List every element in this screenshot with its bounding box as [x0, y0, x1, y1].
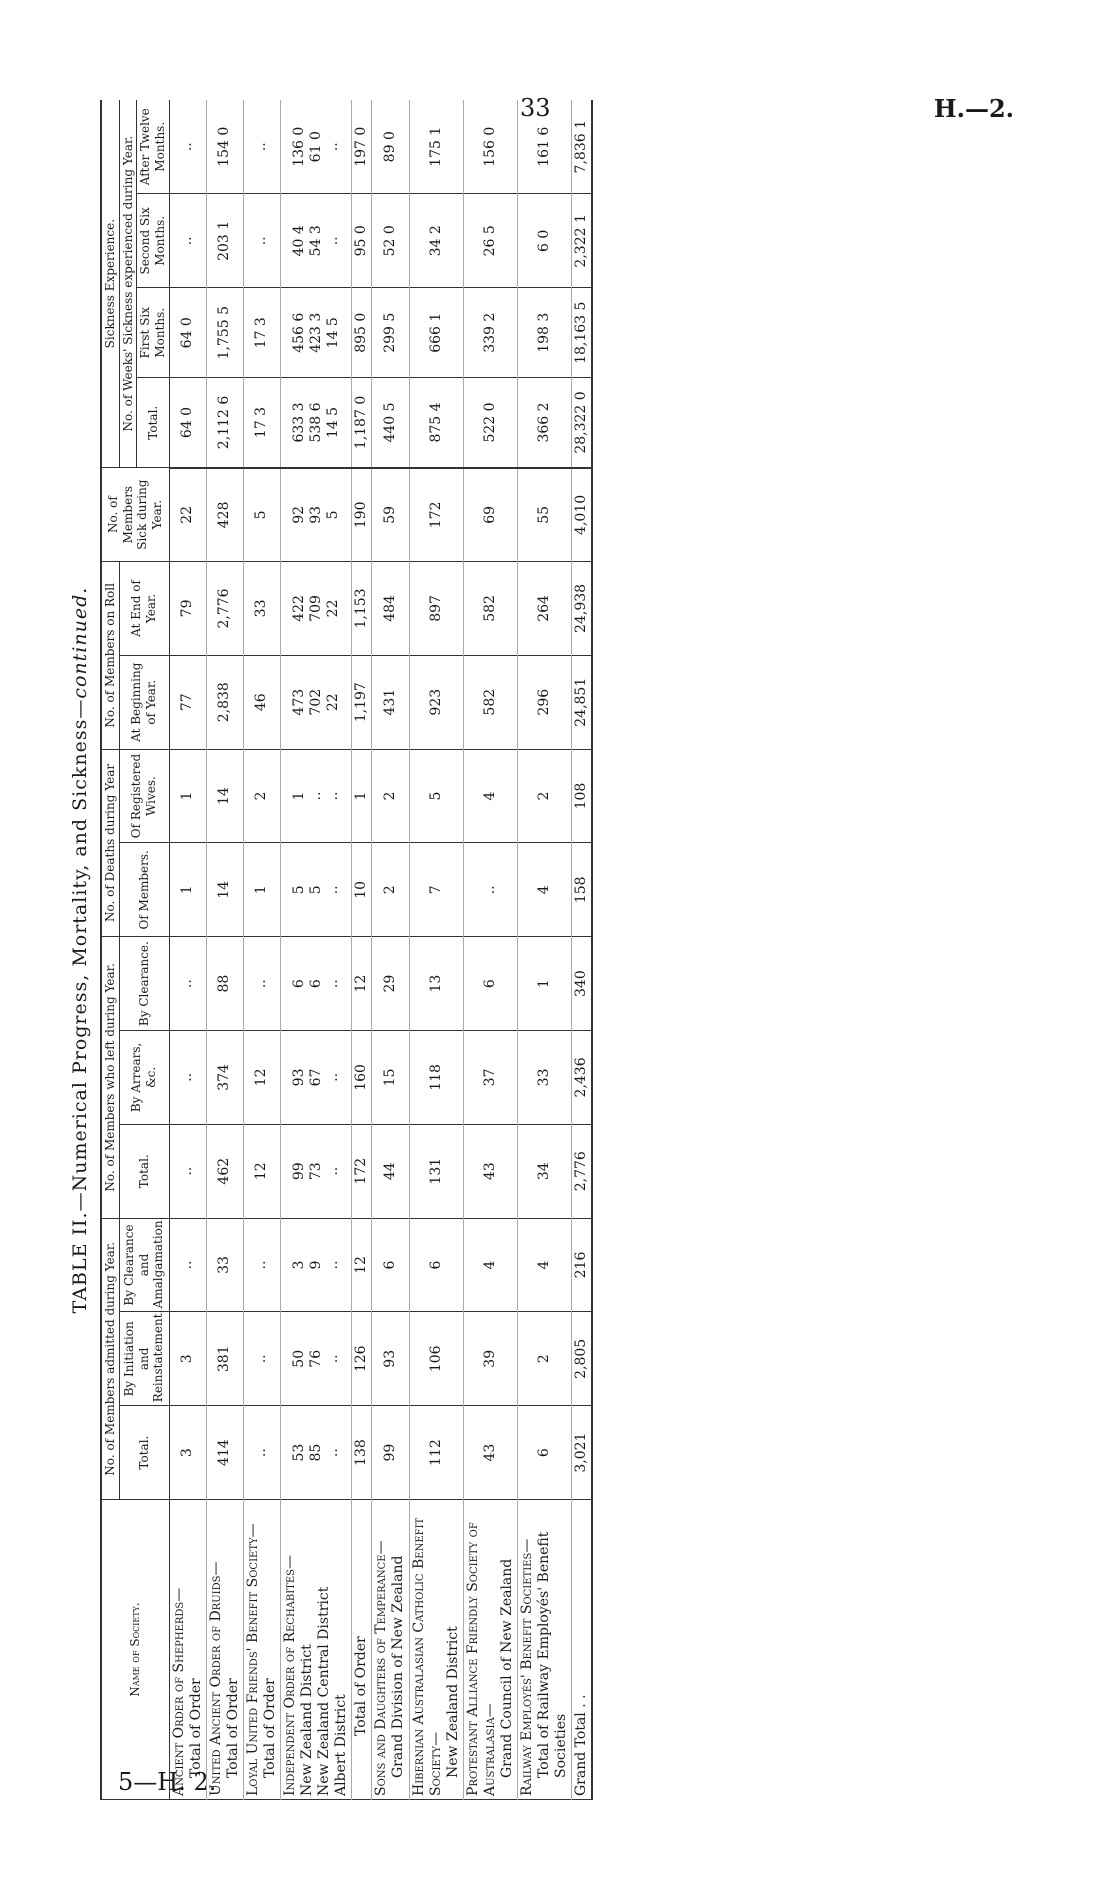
table-row — [280, 100, 351, 1800]
table-cell: 1 — [243, 843, 280, 937]
header-row-1 — [101, 100, 119, 1800]
table-cell: 131 — [409, 1124, 463, 1218]
table-cell: 1 — [169, 843, 206, 937]
table-cell: 18,163 5 — [572, 288, 593, 378]
table-cell: 99 — [372, 1406, 409, 1500]
table-cell: 2 — [372, 749, 409, 843]
society-branch: New Zealand Central District — [316, 1586, 333, 1796]
table-cell — [280, 1218, 351, 1312]
table-cell: 4 — [463, 1218, 517, 1312]
group-deaths: No. of Deaths during Year — [101, 749, 119, 937]
table-cell: 160 — [352, 1031, 372, 1125]
col-roll-begin: At Beginning of Year. — [119, 655, 169, 749]
table-cell: .. — [169, 194, 206, 288]
table-cell: 264 — [517, 562, 571, 656]
society-group: Independent Order of Rechabites— — [281, 1554, 298, 1796]
table-cell: 431 — [372, 655, 409, 749]
table-cell: 923 — [409, 655, 463, 749]
table-cell: .. — [243, 1406, 280, 1500]
table-cell: 37 — [463, 1031, 517, 1125]
col-wk-first: First Six Months. — [137, 288, 169, 378]
cell-line: 422 — [290, 595, 307, 622]
cell-line: 702 — [307, 688, 324, 716]
table-cell — [280, 194, 351, 288]
table-cell: 24,938 — [572, 562, 593, 656]
table-cell: .. — [243, 937, 280, 1031]
cell-line: 67 — [307, 1068, 324, 1087]
table-cell: 156 0 — [463, 100, 517, 194]
col-left-clear: By Clearance. — [119, 937, 169, 1031]
table-cell: 3,021 — [572, 1406, 593, 1500]
table-cell: 190 — [352, 468, 372, 562]
society-name — [169, 1500, 206, 1800]
table-cell: 2,436 — [572, 1031, 593, 1125]
table-cell: 2,805 — [572, 1312, 593, 1406]
table-cell: 522 0 — [463, 378, 517, 468]
table-cell: .. — [463, 843, 517, 937]
cell-line: .. — [324, 142, 341, 152]
cell-line: 136 0 — [290, 126, 307, 167]
table-cell: 4 — [517, 843, 571, 937]
society-subtotal: Total of Railway Employés' Benefit Societies — [536, 1531, 570, 1778]
table-cell: 414 — [206, 1406, 243, 1500]
table-cell — [280, 1031, 351, 1125]
table-row — [243, 100, 280, 1800]
table-cell: 582 — [463, 562, 517, 656]
cell-line: .. — [324, 1354, 341, 1364]
col-name: Name of Society. — [101, 1500, 169, 1800]
table-cell: .. — [169, 1218, 206, 1312]
table-cell: 1 — [169, 749, 206, 843]
table-cell: 106 — [409, 1312, 463, 1406]
table-cell: 55 — [517, 468, 571, 562]
table-cell: 126 — [352, 1312, 372, 1406]
table-cell: 2 — [517, 1312, 571, 1406]
society-subtotal: Grand Council of New Zealand — [498, 1558, 515, 1778]
table-cell: 12 — [243, 1124, 280, 1218]
society-subtotal: New Zealand District — [444, 1626, 461, 1778]
cell-line: 5 — [290, 885, 307, 895]
cell-line: 633 3 — [290, 402, 307, 443]
table-cell: 1,197 — [352, 655, 372, 749]
society-name — [517, 1500, 571, 1800]
table-cell: 34 — [517, 1124, 571, 1218]
table-row — [463, 100, 517, 1800]
table-cell: 6 — [372, 1218, 409, 1312]
society-subtotal: Total of Order — [224, 1678, 241, 1778]
table-cell: 2 — [243, 749, 280, 843]
table-cell: 875 4 — [409, 378, 463, 468]
table-cell: 1 — [352, 749, 372, 843]
table-cell: 88 — [206, 937, 243, 1031]
cell-line: .. — [324, 885, 341, 895]
table-cell: 43 — [463, 1406, 517, 1500]
table-cell — [280, 100, 351, 194]
table-cell: 6 — [409, 1218, 463, 1312]
table-cell: 216 — [572, 1218, 593, 1312]
table-cell: 1,755 5 — [206, 288, 243, 378]
cell-line: .. — [324, 1448, 341, 1458]
table-cell: 14 — [206, 749, 243, 843]
table-row — [372, 100, 409, 1800]
cell-line: 6 — [307, 979, 324, 989]
society-name — [352, 1500, 372, 1800]
table-cell: 44 — [372, 1124, 409, 1218]
cell-line: .. — [324, 1260, 341, 1270]
table-cell — [280, 843, 351, 937]
table-body — [169, 100, 592, 1800]
table-cell: 3 — [169, 1312, 206, 1406]
cell-line: 93 — [307, 505, 324, 524]
cell-line: 40 4 — [290, 225, 307, 257]
table-cell: 13 — [409, 937, 463, 1031]
table-cell: 79 — [169, 562, 206, 656]
cell-line: 50 — [290, 1349, 307, 1368]
table-cell: 4 — [517, 1218, 571, 1312]
society-subtotal: Total of Order — [261, 1678, 278, 1778]
table-cell: 26 5 — [463, 194, 517, 288]
table-cell: 175 1 — [409, 100, 463, 194]
table-cell: 118 — [409, 1031, 463, 1125]
table-cell: 2,322 1 — [572, 194, 593, 288]
society-name — [243, 1500, 280, 1800]
cell-line: 85 — [307, 1443, 324, 1462]
table-cell: .. — [169, 100, 206, 194]
table-cell: 89 0 — [372, 100, 409, 194]
table-cell: 5 — [409, 749, 463, 843]
table-cell: 462 — [206, 1124, 243, 1218]
cell-line: 6 — [290, 979, 307, 989]
col-roll-end: At End of Year. — [119, 562, 169, 656]
table-cell: 52 0 — [372, 194, 409, 288]
table-cell: 34 2 — [409, 194, 463, 288]
society-group: Sons and Daughters of Temperance— — [373, 1540, 390, 1796]
table-cell: 138 — [352, 1406, 372, 1500]
grand-total-row — [572, 100, 593, 1800]
col-deaths-members: Of Members. — [119, 843, 169, 937]
group-weeks: No. of Weeks' Sickness experienced during Year. — [119, 100, 137, 468]
table-cell: 340 — [572, 937, 593, 1031]
cell-line: 54 3 — [307, 225, 324, 257]
table-row — [169, 100, 206, 1800]
table-cell: 39 — [463, 1312, 517, 1406]
table-cell: 1 — [517, 937, 571, 1031]
table-cell — [280, 1406, 351, 1500]
table-cell: 29 — [372, 937, 409, 1031]
col-wk-total: Total. — [137, 378, 169, 468]
society-subtotal: Total of Order — [353, 1636, 370, 1736]
table-cell — [280, 288, 351, 378]
group-roll: No. of Members on Roll — [101, 562, 119, 750]
cell-line: 5 — [307, 885, 324, 895]
cell-line: 423 3 — [307, 312, 324, 353]
col-wk-second: Second Six Months. — [137, 194, 169, 288]
table-row — [517, 100, 571, 1800]
table-cell: 7,836 1 — [572, 100, 593, 194]
society-group: Protestant Alliance Friendly Society of Australasia— — [464, 1522, 498, 1796]
society-group: Ancient Order of Shepherds— — [170, 1587, 187, 1796]
table-cell — [280, 1124, 351, 1218]
page-number: 33 — [520, 94, 551, 122]
society-name — [409, 1500, 463, 1800]
society-group: Railway Employés' Benefit Societies— — [518, 1538, 535, 1796]
table-cell: .. — [169, 1031, 206, 1125]
society-group: Loyal United Friends' Benefit Society— — [244, 1523, 261, 1796]
society-branch: New Zealand District — [299, 1644, 316, 1796]
table-cell: 897 — [409, 562, 463, 656]
table-cell: 12 — [243, 1031, 280, 1125]
table-cell: 6 0 — [517, 194, 571, 288]
society-name — [280, 1500, 351, 1800]
table-cell: 6 — [463, 937, 517, 1031]
table-cell: 33 — [517, 1031, 571, 1125]
table-cell: 172 — [409, 468, 463, 562]
society-group: United Ancient Order of Druids— — [207, 1561, 224, 1796]
col-adm-clear: By Clearance and Amalgamation. — [119, 1218, 169, 1312]
table-cell — [280, 562, 351, 656]
table-cell: .. — [169, 937, 206, 1031]
table-cell: 43 — [463, 1124, 517, 1218]
society-branch: Albert District — [333, 1694, 350, 1796]
society-name — [206, 1500, 243, 1800]
cell-line: 92 — [290, 505, 307, 524]
cell-line: .. — [307, 791, 324, 801]
group-left: No. of Members who left during Year. — [101, 937, 119, 1218]
cell-line: 709 — [307, 595, 324, 622]
col-adm-total: Total. — [119, 1406, 169, 1500]
table-cell: 64 0 — [169, 288, 206, 378]
table-cell: 33 — [206, 1218, 243, 1312]
table-cell: 22 — [169, 468, 206, 562]
table-cell: .. — [243, 1312, 280, 1406]
table-cell: 339 2 — [463, 288, 517, 378]
society-name — [463, 1500, 517, 1800]
table-cell: 203 1 — [206, 194, 243, 288]
table-cell: 197 0 — [352, 100, 372, 194]
table-cell: 158 — [572, 843, 593, 937]
col-left-arrears: By Arrears, &c. — [119, 1031, 169, 1125]
table-cell: 2,776 — [206, 562, 243, 656]
table-cell: 17 3 — [243, 288, 280, 378]
table-cell: 28,322 0 — [572, 378, 593, 468]
table-cell: .. — [169, 1124, 206, 1218]
table-cell: 366 2 — [517, 378, 571, 468]
table-cell: 46 — [243, 655, 280, 749]
cell-line: 538 6 — [307, 402, 324, 443]
table-cell — [280, 378, 351, 468]
table-cell: 15 — [372, 1031, 409, 1125]
cell-line: .. — [324, 979, 341, 989]
rotated-table-area — [60, 100, 920, 1800]
table-row — [206, 100, 243, 1800]
cell-line: 22 — [324, 599, 341, 618]
table-cell: 381 — [206, 1312, 243, 1406]
table-cell: 108 — [572, 749, 593, 843]
table-cell: 2,112 6 — [206, 378, 243, 468]
society-group: Hibernian Australasian Catholic Benefit Society— — [410, 1517, 444, 1796]
table-cell — [280, 1312, 351, 1406]
cell-line: 3 — [290, 1260, 307, 1270]
table-cell: 154 0 — [206, 100, 243, 194]
society-subtotal: Total of Order — [187, 1678, 204, 1778]
cell-line: 14 5 — [324, 406, 341, 439]
document-reference: H.—2. — [933, 94, 1014, 123]
table-cell: 12 — [352, 1218, 372, 1312]
table-cell: 17 3 — [243, 378, 280, 468]
society-name — [372, 1500, 409, 1800]
table-cell: 428 — [206, 468, 243, 562]
col-sick: No. of Members Sick during Year. — [101, 468, 169, 562]
cell-line: 473 — [290, 688, 307, 716]
table-cell: 895 0 — [352, 288, 372, 378]
table-cell: 161 6 — [517, 100, 571, 194]
table-cell: 14 — [206, 843, 243, 937]
table-cell: 24,851 — [572, 655, 593, 749]
table-cell: 172 — [352, 1124, 372, 1218]
table-cell: 2 — [372, 843, 409, 937]
cell-line: 456 6 — [290, 312, 307, 353]
table-cell: .. — [243, 100, 280, 194]
table-cell: 77 — [169, 655, 206, 749]
table-cell: 582 — [463, 655, 517, 749]
group-sickness: Sickness Experience. — [101, 100, 119, 468]
table-cell: 69 — [463, 468, 517, 562]
table-cell: 2 — [517, 749, 571, 843]
society-subtotal: Grand Division of New Zealand — [390, 1555, 407, 1778]
table-cell: 299 5 — [372, 288, 409, 378]
cell-line: 22 — [324, 693, 341, 712]
statistics-table — [100, 100, 593, 1800]
col-left-total: Total. — [119, 1124, 169, 1218]
table-cell: 6 — [517, 1406, 571, 1500]
table-row — [409, 100, 463, 1800]
table-cell: 1,153 — [352, 562, 372, 656]
cell-line: 9 — [307, 1260, 324, 1270]
col-wk-after: After Twelve Months. — [137, 100, 169, 194]
cell-line: .. — [324, 791, 341, 801]
cell-line: .. — [324, 1072, 341, 1082]
cell-line: 5 — [324, 510, 341, 520]
table-cell: 374 — [206, 1031, 243, 1125]
table-cell: 5 — [243, 468, 280, 562]
table-cell: 33 — [243, 562, 280, 656]
table-cell — [280, 749, 351, 843]
cell-line: .. — [324, 236, 341, 246]
col-adm-init: By Initiation and Reinstatement. — [119, 1312, 169, 1406]
cell-line: 73 — [307, 1162, 324, 1181]
table-cell: 484 — [372, 562, 409, 656]
table-title: TABLE II.—Numerical Progress, Mortality, and Sickness—continued. — [69, 586, 91, 1314]
table-cell — [280, 937, 351, 1031]
table-cell: 12 — [352, 937, 372, 1031]
table-cell: 93 — [372, 1312, 409, 1406]
table-cell: 95 0 — [352, 194, 372, 288]
table-row — [352, 100, 372, 1800]
cell-line: 76 — [307, 1349, 324, 1368]
grand-total-label: Grand Total . . — [572, 1500, 593, 1800]
table-cell: .. — [243, 194, 280, 288]
cell-line: 1 — [290, 791, 307, 801]
table-cell: 4 — [463, 749, 517, 843]
table-cell: 440 5 — [372, 378, 409, 468]
cell-line: 53 — [290, 1443, 307, 1462]
table-cell: 198 3 — [517, 288, 571, 378]
table-cell — [280, 655, 351, 749]
table-cell: 3 — [169, 1406, 206, 1500]
cell-line: 14 5 — [324, 317, 341, 349]
cell-line: 61 0 — [307, 131, 324, 163]
table-cell: 1,187 0 — [352, 378, 372, 468]
cell-line: .. — [324, 1166, 341, 1176]
col-deaths-wives: Of Registered Wives. — [119, 749, 169, 843]
cell-line: 93 — [290, 1068, 307, 1087]
table-cell: 666 1 — [409, 288, 463, 378]
group-admitted: No. of Members admitted during Year. — [101, 1218, 119, 1499]
cell-line: 99 — [290, 1162, 307, 1181]
table-cell: .. — [243, 1218, 280, 1312]
table-cell: 64 0 — [169, 378, 206, 468]
table-cell: 112 — [409, 1406, 463, 1500]
table-cell: 2,776 — [572, 1124, 593, 1218]
table-cell — [280, 468, 351, 562]
table-cell: 10 — [352, 843, 372, 937]
table-cell: 59 — [372, 468, 409, 562]
signature-mark: 5—H. 2. — [118, 1768, 217, 1796]
table-cell: 4,010 — [572, 468, 593, 562]
table-cell: 296 — [517, 655, 571, 749]
table-cell: 7 — [409, 843, 463, 937]
table-cell: 2,838 — [206, 655, 243, 749]
